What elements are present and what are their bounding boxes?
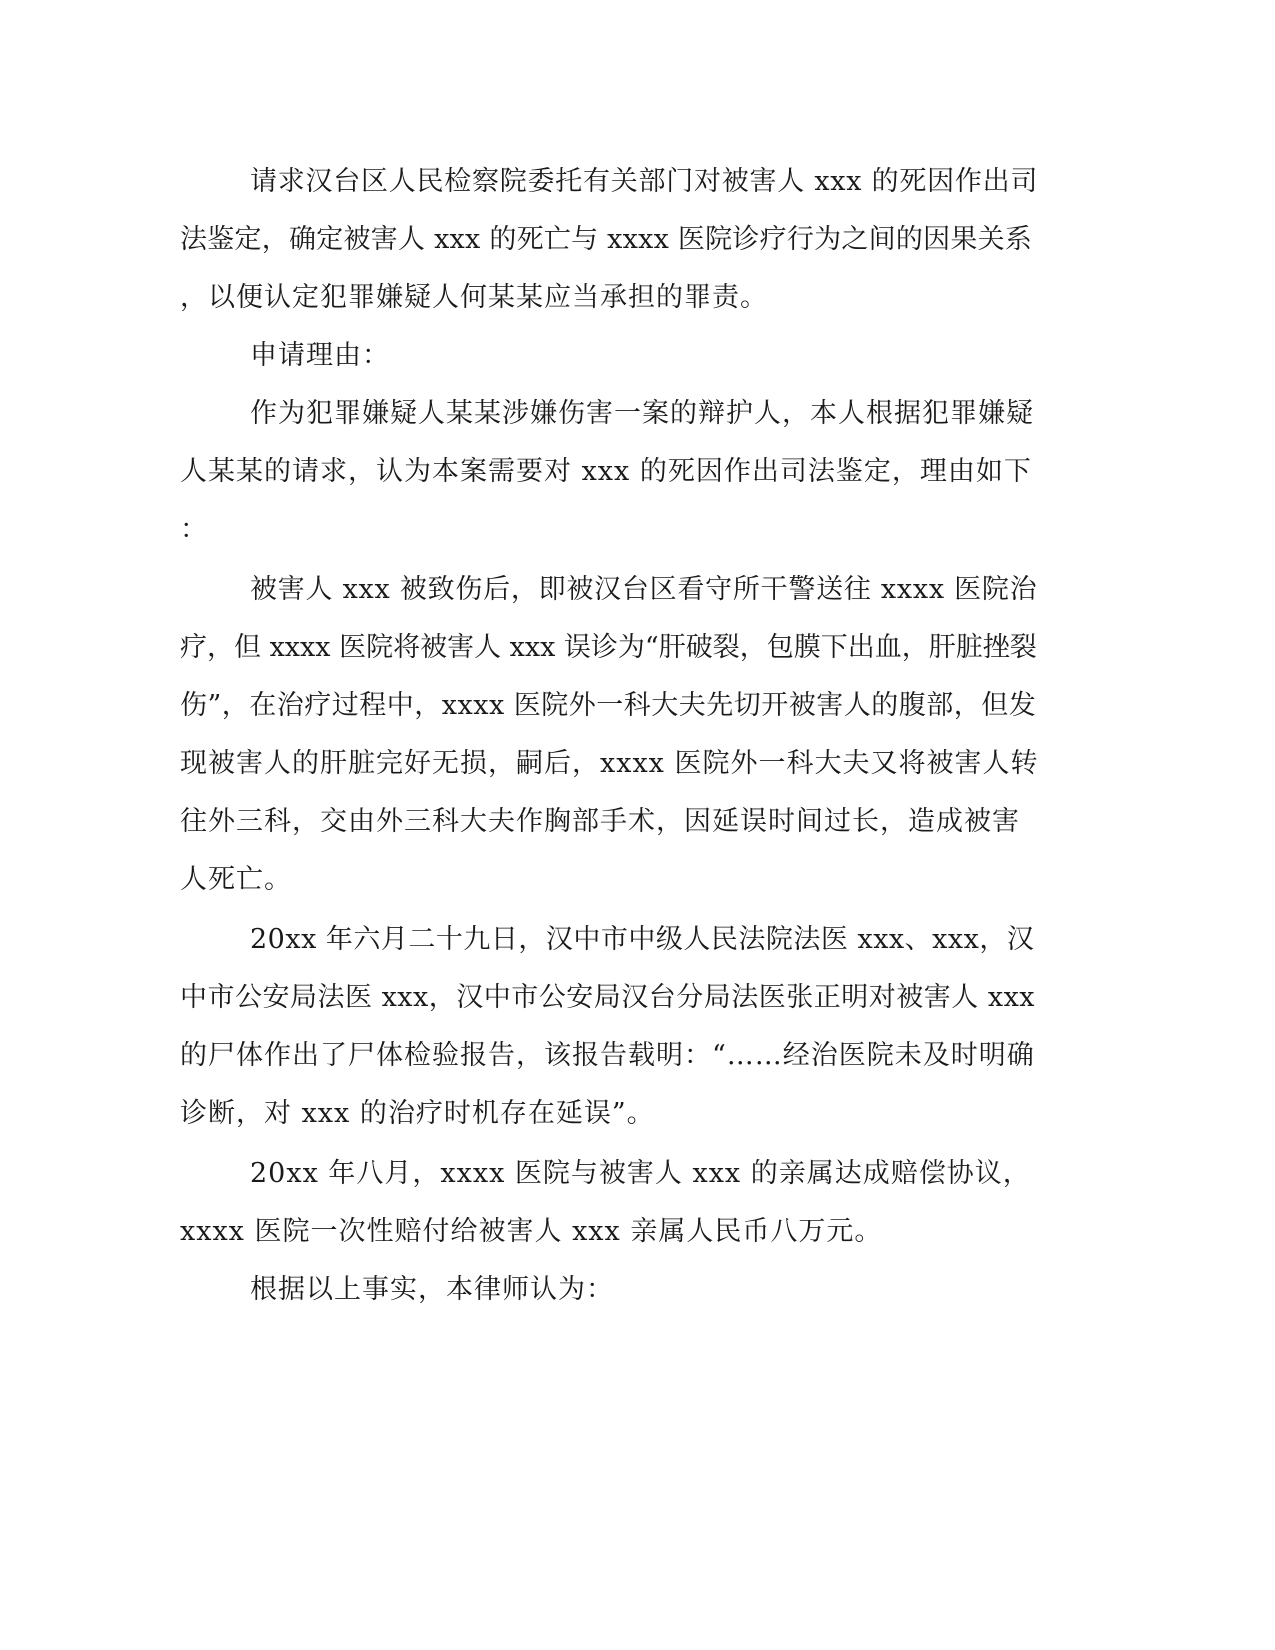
text-line-10: 伤”，在治疗过程中，xxxx 医院外一科大夫先切开被害人的腹部，但发 [180, 690, 1037, 721]
text-line-17: 诊断，对 xxx 的治疗时机存在延误”。 [180, 1098, 655, 1129]
text-line-19: xxxx 医院一次性赔付给被害人 xxx 亲属人民币八万元。 [180, 1216, 883, 1247]
text-line-3: ，以便认定犯罪嫌疑人何某某应当承担的罪责。 [180, 282, 768, 313]
text-line-2: 法鉴定，确定被害人 xxx 的死亡与 xxxx 医院诊疗行为之间的因果关系 [180, 224, 1033, 255]
text-line-7: ： [180, 514, 208, 545]
text-line-6: 人某某的请求，认为本案需要对 xxx 的死因作出司法鉴定，理由如下 [180, 456, 1032, 487]
text-line-11: 现被害人的肝脏完好无损，嗣后，xxxx 医院外一科大夫又将被害人转 [180, 748, 1039, 779]
text-line-1: 请求汉台区人民检察院委托有关部门对被害人 xxx 的死因作出司 [250, 166, 1039, 197]
text-line-18: 20xx 年八月，xxxx 医院与被害人 xxx 的亲属达成赔偿协议， [250, 1158, 1031, 1189]
text-line-16: 的尸体作出了尸体检验报告，该报告载明：“……经治医院未及时明确 [180, 1040, 1035, 1071]
text-line-12: 往外三科，交由外三科大夫作胸部手术，因延误时间过长，造成被害 [180, 806, 1020, 837]
text-line-5: 作为犯罪嫌疑人某某涉嫌伤害一案的辩护人，本人根据犯罪嫌疑 [250, 398, 1034, 429]
text-line-4: 申请理由： [250, 340, 390, 371]
text-line-15: 中市公安局法医 xxx，汉中市公安局汉台分局法医张正明对被害人 xxx [180, 982, 1036, 1013]
text-line-8: 被害人 xxx 被致伤后，即被汉台区看守所干警送往 xxxx 医院治 [250, 574, 1038, 605]
text-line-13: 人死亡。 [180, 864, 292, 895]
text-line-9: 疗，但 xxxx 医院将被害人 xxx 误诊为“肝破裂，包膜下出血，肝脏挫裂 [180, 632, 1037, 663]
text-line-14: 20xx 年六月二十九日，汉中市中级人民法院法医 xxx、xxx，汉 [250, 924, 1035, 955]
text-line-20: 根据以上事实，本律师认为： [250, 1274, 614, 1305]
